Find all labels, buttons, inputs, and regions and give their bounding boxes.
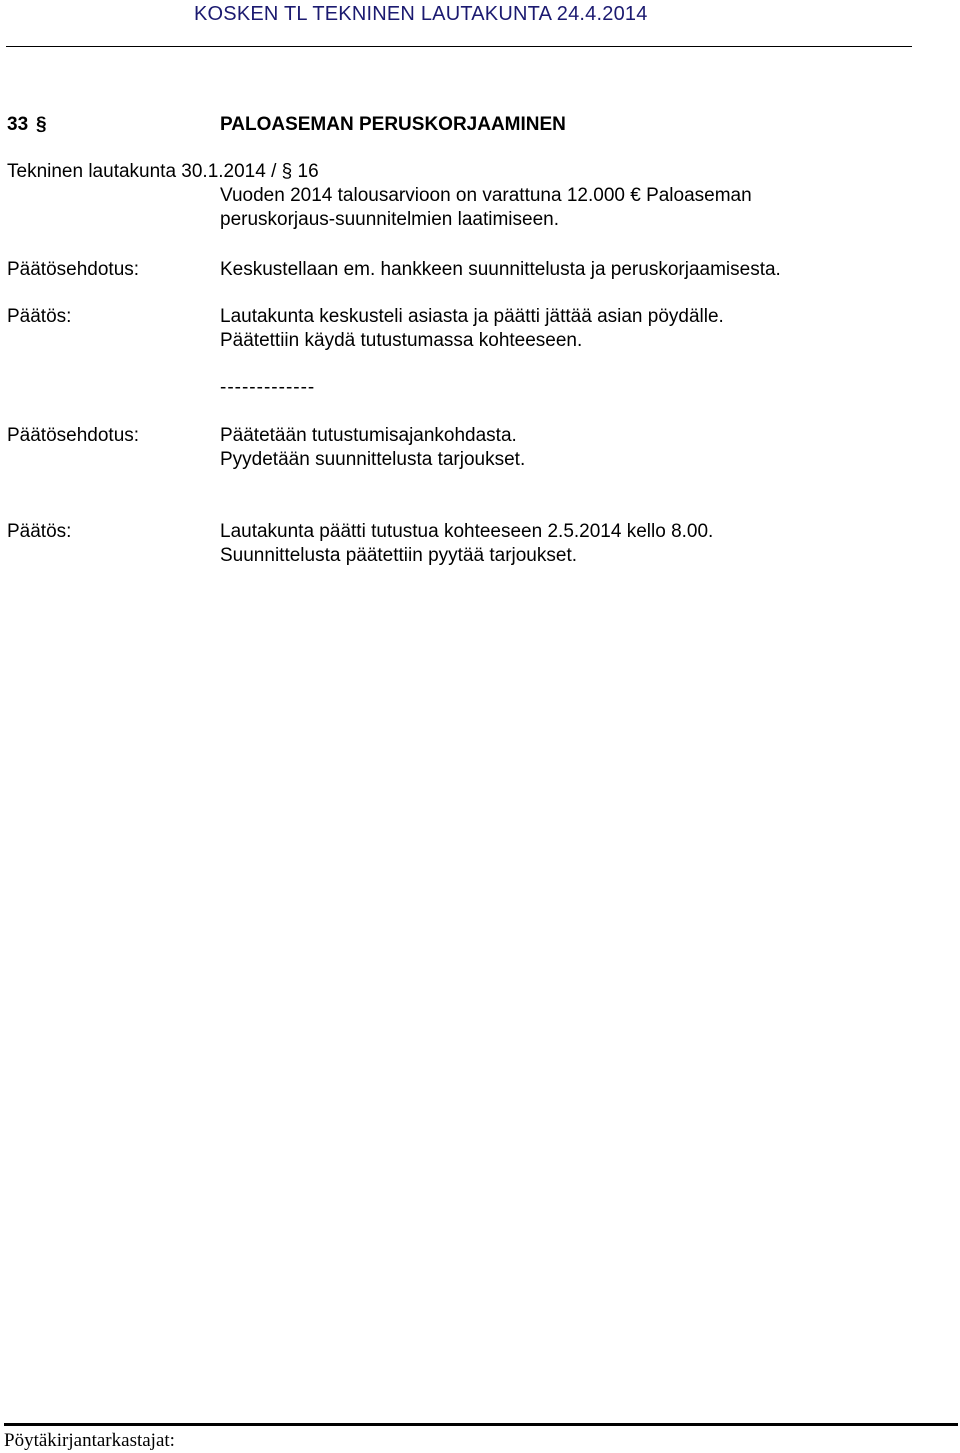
second-decision-label: Päätös: (7, 521, 72, 542)
header-divider (6, 46, 912, 47)
first-decision-label: Päätös: (7, 306, 72, 327)
second-proposal-line2: Pyydetään suunnittelusta tarjoukset. (220, 449, 526, 470)
second-proposal-label: Päätösehdotus: (7, 425, 140, 446)
footer-reviewers-label: Pöytäkirjantarkastajat: (4, 1430, 175, 1451)
section-separator: ------------- (220, 377, 316, 398)
reference-text-line2: peruskorjaus-suunnitelmien laatimiseen. (220, 209, 560, 230)
item-title: PALOASEMAN PERUSKORJAAMINEN (220, 114, 566, 135)
first-proposal-label: Päätösehdotus: (7, 259, 140, 280)
footer-divider (4, 1423, 958, 1426)
section-mark: § (36, 114, 47, 135)
second-decision-line2: Suunnittelusta päätettiin pyytää tarjoukset. (220, 545, 578, 566)
reference-line: Tekninen lautakunta 30.1.2014 / § 16 (7, 161, 319, 182)
second-proposal-line1: Päätetään tutustumisajankohdasta. (220, 425, 517, 446)
page-header-title: KOSKEN TL TEKNINEN LAUTAKUNTA 24.4.2014 (194, 3, 648, 25)
first-proposal-text: Keskustellaan em. hankkeen suunnittelusta ja peruskorjaamisesta. (220, 259, 781, 280)
second-decision-line1: Lautakunta päätti tutustua kohteeseen 2.5.2014 kello 8.00. (220, 521, 714, 542)
item-number: 33 (7, 114, 29, 135)
first-decision-line1: Lautakunta keskusteli asiasta ja päätti jättää asian pöydälle. (220, 306, 724, 327)
first-decision-line2: Päätettiin käydä tutustumassa kohteeseen. (220, 330, 583, 351)
reference-text-line1: Vuoden 2014 talousarvioon on varattuna 12.000 € Paloaseman (220, 185, 752, 206)
